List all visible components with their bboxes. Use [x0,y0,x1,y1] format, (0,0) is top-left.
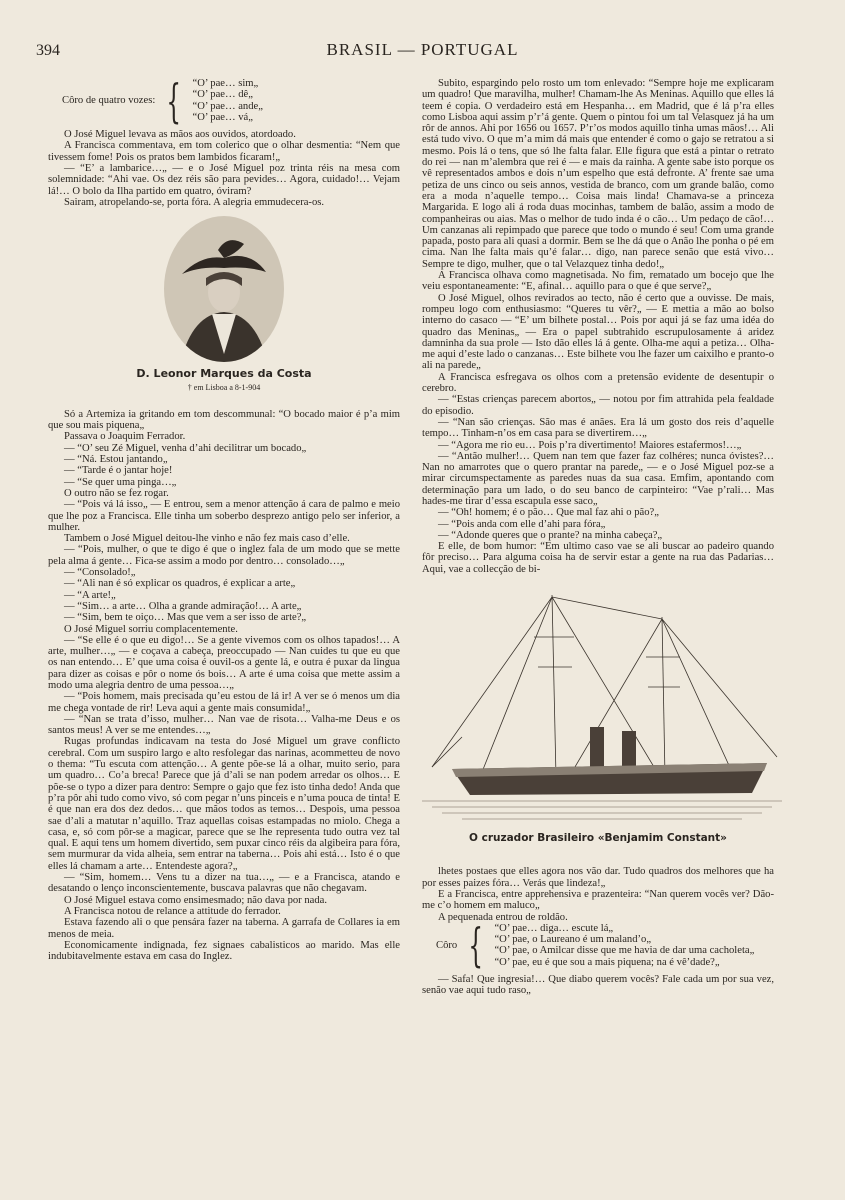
chorus-block [436,918,774,973]
paragraph: Rugas profundas indicavam na testa do José Miguel um grave conflicto cerebral. Com um suspiro largo e alto resfolegar das narinas, acommetteu de novo o thema: “Tu escuta com attenção… A gente põe-se lá a olhar, muito serio, para um quadro… Co’a breca! Parece que já d’ali se nan podem arredar os olhos… E põe-se o typo a dizer para dentro: Sempre o gajo que fez isto tinha dedo! Anda que p’ra pôr ahi tudo como vivo, só com pegar n’uns pinceis e n’uma pouca de tinta! E é que nan era dos dez dedos… que mãos todos as temos… Despois, uma pessoa sae d’ali a matutar n’aquillo. Traz aquellas coisas estampadas no miolo. Chega a casa, e, só com pôr-se a magicar, parece que se lhe representa tudo outra vez tal qual. E aqui tens um homem divertido, sem puxar cinco réis da algibeira para fóra, sem murmurar da vida alheia, sem entrar na taberna… Pois ahi está… Isto é o que elles lá chamam a arte… Entendeste agora?„ [48,736,400,872]
paragraph: — “Pois anda com elle d’ahi para fóra„ [438,518,606,530]
paragraph: — “Antão mulher!… Quem nan tem que fazer faz colhéres; nunca óvistes?… Nan no amarrotes que o quero prantar na parede„ — e o José Miguel poz-se a mirar circumspectamente as paredes nuas da sua casa. Emfim, apontando com determinação para um lado, o do seu banco de carpinteiro: “Vae p’rali… Mas hades-me tirar d’essa escapula esse saco„ [422,450,774,507]
chorus-line: “O’ pae, o Laureano é um maland’o„ [494,934,652,946]
paragraph: — “Oh! homem; é o pão… Que mal faz ahi o pão?„ [438,507,659,519]
paragraph: O José Miguel sorriu complacentemente. [64,623,238,635]
chorus-lines [193,78,263,123]
paragraph: lhetes postaes que elles agora nos vão dar. Tudo quadros dos melhores que ha por esses paizes fóra… Verás que lindeza!„ [422,866,774,889]
chorus-line: “O’ pae, o Amilcar disse que me havia de dar uma cacholeta„ [494,945,755,957]
paragraph: Passava o Joaquim Ferrador. [64,431,186,443]
chorus-line: “O’ pae… diga… escute lá„ [494,922,614,934]
chorus-label: Côro de quatro vozes: [62,94,156,106]
paragraph: — “Ná. Estou jantando„ [64,454,168,466]
paragraph: — “Sim… a arte… Olha a grande admiração!… A arte„ [64,600,302,612]
paragraph: Economicamente indignada, fez signaes cabalisticos ao marido. Mas elle indubitavelmente estava em casa do Inglez. [48,939,400,963]
portrait-note: † em Lisboa a 8-1-904 [187,382,261,392]
paragraph: — “O’ seu Zé Miguel, venha d’ahi decilitrar um bocado„ [64,442,307,454]
paragraph: — “Pois vá lá isso„ — E entrou, sem a menor attenção á cara de palmo e meio que lhe poz a Francisca. Elle tinha um soberbo desprezo antigo pelo ser inferior, a mulher. [48,499,400,533]
page-number: 394 [36,42,60,59]
paragraph: O José Miguel estava como ensimesmado; não dava por nada. [64,894,328,906]
running-title: BRASIL — PORTUGAL [326,40,519,59]
paragraph: A pequenada entrou de roldão. [438,911,568,923]
paragraph: — “Pois homem, mais precisada qu’eu estou de lá ir! A ver se ó menos um dia me chega vontade de rir! Leva aqui a gente mais consumida!„ [48,691,400,714]
paragraph: A Francisca notou de relance a attitude do ferrador. [64,905,281,917]
portrait-caption: D. Leonor Marques da Costa [136,367,312,381]
chorus-line: “O’ pae… sim„ [192,78,259,89]
paragraph: E a Francisca, entre apprehensiva e prazenteira: “Nan querem vocês ver? Dão-me c’o homem em maluco„ [422,888,774,912]
paragraph: O outro não se fez rogar. [64,487,169,499]
paragraph: Estava fazendo ali o que pensára fazer na taberna. A garrafa de Collares ia em menos de meia. [48,917,400,940]
paragraph: — “Ali nan é só explicar os quadros, é explicar a arte„ [64,578,296,590]
paragraph: — “Nan se trata d’isso, mulher… Nan vae de risota… Valha-me Deus e os santos meus! A ver se me entendes…„ [48,713,400,737]
paragraph: E elle, de bom humor: “Em ultimo caso vae se ali buscar ao padeiro quando fôr preciso… Para alguma coisa ha de servir estar a gente na rua das Padarias… Aqui, vae a collecção de bi- [422,541,774,575]
chorus-label: Côro [436,939,458,951]
brace-symbol: { [166,73,182,128]
paragraph: O José Miguel, olhos revirados ao tecto, não é certo que a ouvisse. De mais, rompeu logo com enthusiasmo: “Queres tu vêr?„ — E mettia a mão ao bolso interno do casaco — “E’ um bilhete postal… Pois por aqui já se faz uma idéa do quadro das Meninas„ — Era o papel subtrahido escrupulosamente á aridez damninha da sua prole — Isto dão elles lá á gente. Olha-me aqui a petiza… Olha-me aqui d’este lado o canzanas… Este bilhete vou lhe fazer um caixilho e pranto-o ali na parede„ [422,292,774,372]
paragraph: — “A arte!„ [64,589,116,601]
paragraph: — “Nan são crienças. São mas é anães. Era lá um gosto dos reis d’aquelle tempo… Tinham-n’os em casa para se divertirem…„ [422,416,774,440]
paragraph: — Safa! Que ingresia!… Que diabo querem vocês? Fale cada um por sua vez, senão vae aqui tudo raso„ [422,974,774,997]
chorus-line: “O’ pae… vá„ [192,111,253,123]
paragraph: A Francisca olhava como magnetisada. No fim, rematado um bocejo que lhe veiu espontaneamente: “E, afinal… aquillo para o que é que serve?„ [422,270,774,293]
paragraph: — “Tarde é o jantar hoje! [64,465,173,477]
chorus-line: “O’ pae… ande„ [192,100,263,112]
left-column [48,73,400,963]
ship-caption: O cruzador Brasileiro «Benjamim Constant» [469,832,727,845]
paragraph: Só a Artemiza ia gritando em tom descommunal: “O bocado maior é p’a mim que sou mais piquena„ [48,408,400,432]
paragraph: Sairam, atropelando-se, porta fóra. A alegria emmudecera-os. [64,196,325,208]
chorus-lines [494,923,754,968]
chorus-block [62,73,400,128]
paragraph: A Francisca esfregava os olhos com a pretensão evidente de desentupir o cerebro. [422,371,774,395]
paragraph: — “Estas crienças parecem abortos„ — notou por fim attrahida pela fealdade do episodio. [422,394,774,417]
paragraph: — “Se quer uma pinga…„ [64,476,177,488]
chorus-line: “O’ pae, eu é que sou a mais piquena; na é vê’dade?„ [494,956,720,968]
paragraph: A Francisca commentava, em tom colerico que o olhar desmentia: “Nem que tivessem fome! Pois os pratos bem lambidos ficaram!„ [48,140,400,163]
paragraph: — “Pois, mulher, o que te digo é que o inglez fala de um modo que se mette pela alma á gente… Fica-se assim a modo por dentro… consolado…„ [48,544,400,567]
portrait-photo [162,214,286,364]
paragraph: O José Miguel levava as mãos aos ouvidos, atordoado. [64,129,296,141]
paragraph: — “Sim, bem te oiço… Mas que vem a ser isso de arte?„ [64,612,307,624]
right-column [422,78,774,997]
brace-symbol: { [468,918,484,973]
paragraph: — “Sim, homem… Vens tu a dizer na tua…„ — e a Francisca, atando e desatando o lenço inconscientemente, buscava palavras que não chegavam. [48,872,400,895]
paragraph: Tambem o José Miguel deitou-lhe vinho e não fez mais caso d’elle. [64,533,350,545]
paragraph: — “Se elle é o que eu digo!… Se a gente vivemos com os olhos tapados!… A arte, mulher…„ — e coçava a cabeça, preoccupado — Nan cuides tu que eu que os nan entendo… E’ que uma coisa é ouvil-os a gente lá, e outra é puxar da lingua para dizer as coisas e pôr o nome ós bois… A arte é uma coisa que mette assim a modo uma alegria dentro de uma pessoa…„ [48,634,400,691]
paragraph: — “E’ a lambarice…„ — e o José Miguel poz trinta réis na mesa com solemnidade: “Ahi vae. Os dez réis são para pevides… Agora, cuidado!… Vejam lá!… O bolo da Ilha partido em quatro, óviram? [48,163,400,197]
paragraph: Subito, espargindo pelo rosto um tom enlevado: “Sempre hoje me explicaram um quadro! Que maravilha, mulher! Chamam-lhe As Meninas. Aquillo que elles lá teem é copia. O verdadeiro está em Hespanha… em Madrid, que é lá p’ra elles como Lisboa aqui assim p’r’á gente. Quem o pintou foi um tal Velasquez já ha um rôr de annos. Ahi por 1656 ou 1657. P’r’os modos aquillo tinha umas mãos!… Ali está tudo vivo. O que m’a mim dá mais que entender é como o gajo se retratou a si mesmo. Pois lá o tens, que só lhe falta falar. Elle figura que está a pintar o retrato do rei — nan m’alembra que rei é — e mais da rainha. A gente sabe isto porque os vê representados ambos e dois n’um espelho que está defronte. A’ frente sae uma petiza de uns cinco ou seis annos, vestida de branco, com um grande balão, como era a moda n’aquelle tempo… Coisa mais linda! Chamava-se a princeza Margarida. E logo ali á roda duas mocinhas, tambem de balão, assim a modo de companheiras ou aias. Mas o melhor de tudo inda é o cão… Um pedaço de cão!… Um canzanas ali repimpado que parece que todo o mundo é seu! Com uma grande papada, posto para ali quasi a dormir. Bem se lhe dá que o Anão lhe ponha o pé em cima. Nan lhe falta mais qu’é falar… digo, nan parece senão que está vivo… Sempre te digo, mulher, que o tal Velazquez tinha dedo!„ [422,78,774,270]
paragraph: — “Consolado!„ [64,567,136,579]
ship-illustration [422,587,782,827]
paragraph: — “Adonde queres que o prante? na minha cabeça?„ [438,529,663,541]
chorus-line: “O’ pae… dê„ [192,89,253,101]
paragraph: — “Agora me rio eu… Pois p’ra divertimento! Maiores estafermos!…„ [438,439,742,451]
